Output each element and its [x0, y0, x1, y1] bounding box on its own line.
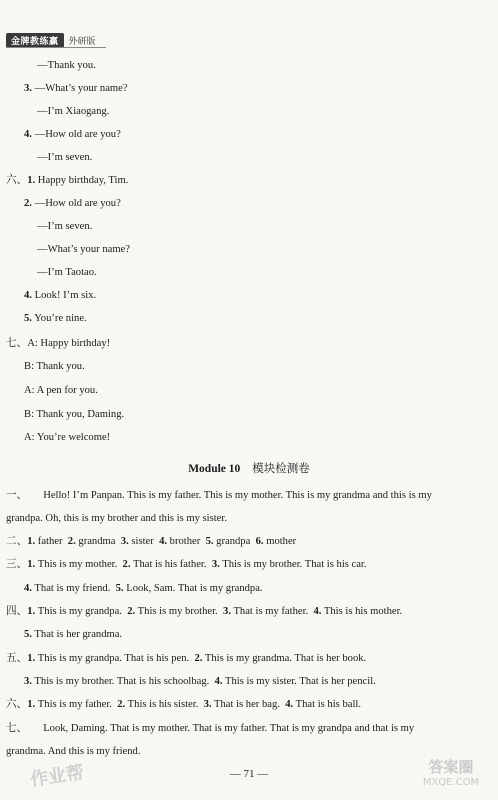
watermark-right-sub: MXQE.COM [422, 777, 480, 788]
answer-line: 一、 Hello! I’m Panpan. This is my father. This is my mother. This is my grandma and this is my [6, 489, 432, 501]
answer-line: A: A pen for you. [24, 385, 98, 396]
header [6, 33, 96, 48]
answer-line: 5. You’re nine. [24, 313, 87, 324]
watermark-right-main: 答案圈 [428, 758, 474, 776]
answer-line: —I’m Taotao. [37, 267, 97, 278]
answer-line: 3. This is my brother. That is his schoolbag. 4. This is my sister. That is her pencil. [24, 676, 376, 687]
answer-line: 4. —How old are you? [24, 129, 121, 140]
answer-line: 七、 Look, Daming. That is my mother. That is my father. That is my grandpa and that is my [6, 722, 415, 734]
module-title [0, 460, 498, 476]
answer-line: —What’s your name? [37, 244, 130, 255]
header-badge: 金牌教练赢 [6, 33, 64, 48]
answer-line: —I’m seven. [37, 221, 93, 232]
header-divider [6, 47, 106, 48]
answer-line: B: Thank you. [24, 361, 85, 372]
answer-line: 五、1. This is my grandpa. That is his pen. 2. This is my grandma. That is her book. [6, 652, 367, 664]
answer-line: 4. Look! I’m six. [24, 290, 97, 301]
header-edition: 外研版 [68, 37, 96, 47]
answer-line: 5. That is her grandma. [24, 629, 123, 640]
answer-line: 六、1. Happy birthday, Tim. [6, 174, 129, 186]
answer-line: 4. That is my friend. 5. Look, Sam. That is my grandpa. [24, 583, 263, 594]
answer-line: 六、1. This is my father. 2. This is his sister. 3. That is her bag. 4. That is his ball. [6, 698, 361, 710]
module-subtitle: 模块检测卷 [252, 461, 310, 475]
answer-line: grandpa. Oh, this is my brother and this is my sister. [6, 513, 227, 524]
answer-line: B: Thank you, Daming. [24, 409, 125, 420]
answer-line: —I’m seven. [37, 152, 93, 163]
page-number: — 71 — [229, 768, 269, 780]
module-name: Module 10 [188, 463, 241, 475]
answer-line: grandma. And this is my friend. [6, 746, 141, 757]
answer-line: —Thank you. [37, 60, 96, 71]
answer-line: 三、1. This is my mother. 2. That is his father. 3. This is my brother. That is his car. [6, 558, 367, 570]
answer-line: 2. —How old are you? [24, 198, 121, 209]
answer-line: 二、1. father 2. grandma 3. sister 4. brother 5. grandpa 6. mother [6, 535, 297, 547]
watermark-left: 作业帮 [29, 762, 86, 791]
watermark-right [408, 756, 494, 796]
answer-line: 3. —What’s your name? [24, 83, 128, 94]
answer-line: 七、A: Happy birthday! [6, 337, 111, 349]
answer-line: 四、1. This is my grandpa. 2. This is my brother. 3. That is my father. 4. This is his mother. [6, 605, 403, 617]
answer-line: A: You’re welcome! [24, 432, 111, 443]
answer-line: —I’m Xiaogang. [37, 106, 110, 117]
